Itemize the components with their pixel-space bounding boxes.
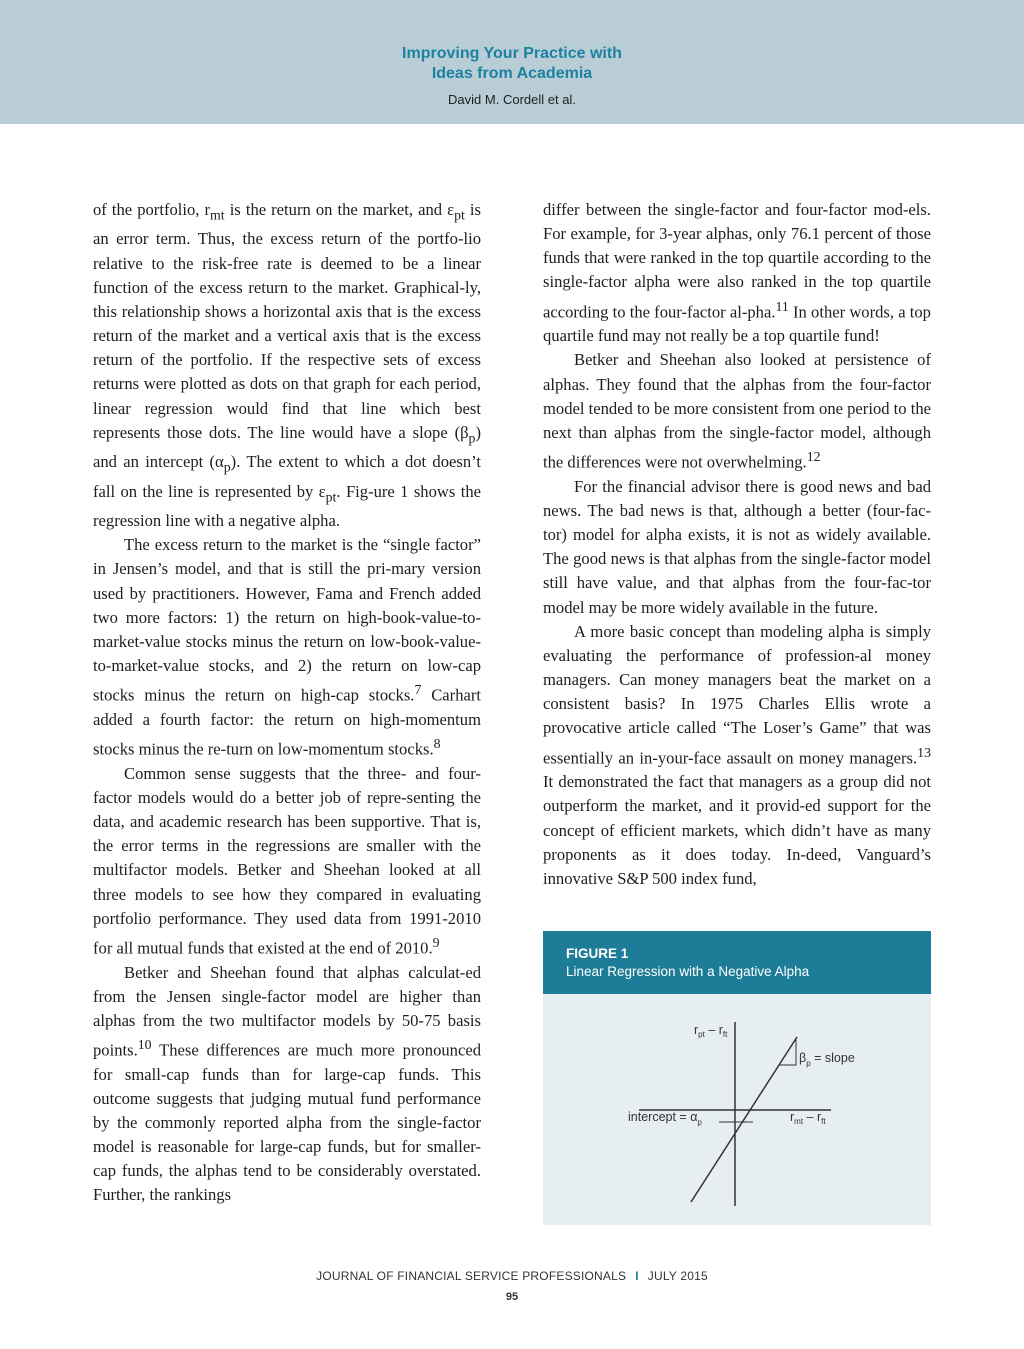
paragraph bbox=[543, 348, 931, 474]
subscript: pt bbox=[325, 488, 337, 504]
text-run: Betker and Sheehan found that alphas calculat-ed from the Jensen single-factor model are higher than alphas from the two multifactor models by 50-75 basis points. bbox=[93, 962, 481, 1060]
section-title bbox=[0, 44, 1024, 84]
text-run: Carhart added a fourth factor: the return on high-momentum stocks minus the re-turn on low-momentum stocks. bbox=[93, 685, 482, 759]
figure-1 bbox=[543, 931, 931, 1225]
journal-name: JOURNAL OF FINANCIAL SERVICE PROFESSIONALS bbox=[316, 1269, 627, 1283]
issue-date: JULY 2015 bbox=[647, 1269, 708, 1283]
section-title-line-1: Improving Your Practice with bbox=[402, 45, 622, 62]
subscript: p bbox=[223, 459, 231, 475]
page-number: 95 bbox=[505, 1291, 519, 1303]
footnote-ref: 11 bbox=[775, 298, 789, 314]
slope-label: $\beta_p$ = slope bbox=[799, 1051, 855, 1068]
left-column bbox=[93, 198, 481, 1208]
figure-caption: Linear Regression with a Negative Alpha bbox=[566, 964, 810, 979]
text-run: differ between the single-factor and four-factor mod-els. For example, for 3-year alphas, only 76.1 percent of those funds that were ranked in the top quartile according to the single-factor alpha were also ranked in the top quartile according to the four-factor al-pha. bbox=[543, 200, 931, 322]
right-column bbox=[543, 198, 931, 891]
text-run: These differences are much more pronounced for small-cap funds than for large-cap funds. This outcome suggests that judging mutual fund performance by the commonly reported alpha from the single-factor model is reasonable for large-cap funds, but for smaller-cap funds, the alphas tend to be considerably overstated. Further, the rankings bbox=[93, 1040, 481, 1205]
author-line: David M. Cordell et al. bbox=[448, 92, 576, 107]
text-run: is the return on the market, and ε bbox=[224, 200, 455, 219]
figure-label: FIGURE 1 bbox=[566, 946, 629, 961]
footnote-ref: 13 bbox=[917, 744, 931, 760]
footnote-ref: 9 bbox=[432, 934, 440, 950]
text-run: ) and an intercept (α bbox=[93, 422, 481, 472]
text-run: Common sense suggests that the three- and four-factor models would do a better job of repre-senting the data, and academic research has been supportive. That is, the error terms in the regressions are smaller with the multifactor models. Betker and Sheehan looked at all three models to see how they compared in evaluating portfolio performance. They used data from 1991-2010 for all mutual funds that existed at the end of 2010. bbox=[93, 763, 481, 958]
subscript: pt bbox=[454, 207, 465, 223]
paragraph bbox=[93, 198, 481, 533]
running-header bbox=[0, 0, 1024, 124]
intercept-label: intercept = $\alpha_p$ bbox=[628, 1110, 702, 1127]
text-run: It demonstrated the fact that managers as a group did not outperform the market, and it provid-ed support for the concept of efficient markets, which didn’t have as many proponents as it does today. In-deed, Vanguard’s innovative S&P 500 index fund, bbox=[543, 772, 931, 888]
footnote-ref: 8 bbox=[433, 736, 441, 752]
paragraph bbox=[93, 533, 481, 761]
paragraph bbox=[543, 198, 931, 348]
text-run: For the financial advisor there is good news and bad news. The bad news is that, although a better (four-fac-tor) model for alpha exists, it is not as widely available. The good news is that alphas from the single-factor model still have value, and that alphas from the four-fac-tor model may be more widely available in the future. bbox=[543, 476, 931, 617]
footnote-ref: 10 bbox=[137, 1037, 152, 1052]
text-run: Betker and Sheehan also looked at persistence of alphas. They found that the alphas from the four-factor model tended to be more consistent from one period to the next than alphas from the single-factor model, although the differences were not overwhelming. bbox=[543, 350, 932, 472]
x-axis-label: $r_{mt} - r_{ft}$ bbox=[790, 1110, 826, 1126]
paragraph bbox=[543, 475, 931, 620]
text-run: A more basic concept than modeling alpha is simply evaluating the performance of profession-al money managers. Can money managers beat the market on a consistent basis? In 1975 Charles Ellis wrote a provocative article called “The Loser’s Game” that was essentially an in-your-face assault on money managers. bbox=[543, 621, 931, 768]
text-run: In other words, a top quartile fund may not really be a top quartile fund! bbox=[543, 302, 931, 346]
figure-header bbox=[543, 931, 931, 994]
subscript: mt bbox=[210, 207, 225, 223]
paragraph bbox=[93, 762, 481, 961]
footer-separator: I bbox=[635, 1269, 639, 1283]
footnote-ref: 12 bbox=[806, 449, 821, 465]
regression-diagram bbox=[543, 994, 931, 1225]
text-run: . Fig-ure 1 shows the regression line with a negative alpha. bbox=[93, 481, 481, 531]
text-run: The excess return to the market is the “single factor” in Jensen’s model, and that is still the pri-mary version used by practitioners. However, Fama and French added two more factors: 1) the return on high-book-value-to-market-value stocks minus the return on low-book-value-to-market-value stocks, and 2) the return on low-cap stocks minus the return on high-cap stocks. bbox=[93, 535, 481, 705]
paragraph bbox=[543, 620, 931, 891]
text-run: of the portfolio, r bbox=[93, 200, 211, 219]
footnote-ref: 7 bbox=[414, 682, 422, 698]
subscript: p bbox=[468, 430, 476, 446]
text-run: ). The extent to which a dot doesn’t fall on the line is represented by ε bbox=[93, 452, 481, 501]
footer-journal bbox=[0, 1269, 1024, 1283]
regression-line bbox=[691, 1037, 797, 1202]
y-axis-label: $r_{pt} - r_{ft}$ bbox=[694, 1023, 728, 1039]
text-run: is an error term. Thus, the excess return of the portfo-lio relative to the risk-free rate is deemed to be a linear function of the excess return to the market. Graphical-ly, this relationship shows a horizontal axis that is the excess return of the market and a vertical axis that is the excess return of the portfolio. If the respective sets of excess returns were plotted as dots on that graph for each period, linear regression would find that line which best represents those dots. The line would have a slope (β bbox=[93, 200, 481, 442]
paragraph bbox=[93, 961, 481, 1208]
section-title-line-2: Ideas from Academia bbox=[431, 65, 593, 82]
